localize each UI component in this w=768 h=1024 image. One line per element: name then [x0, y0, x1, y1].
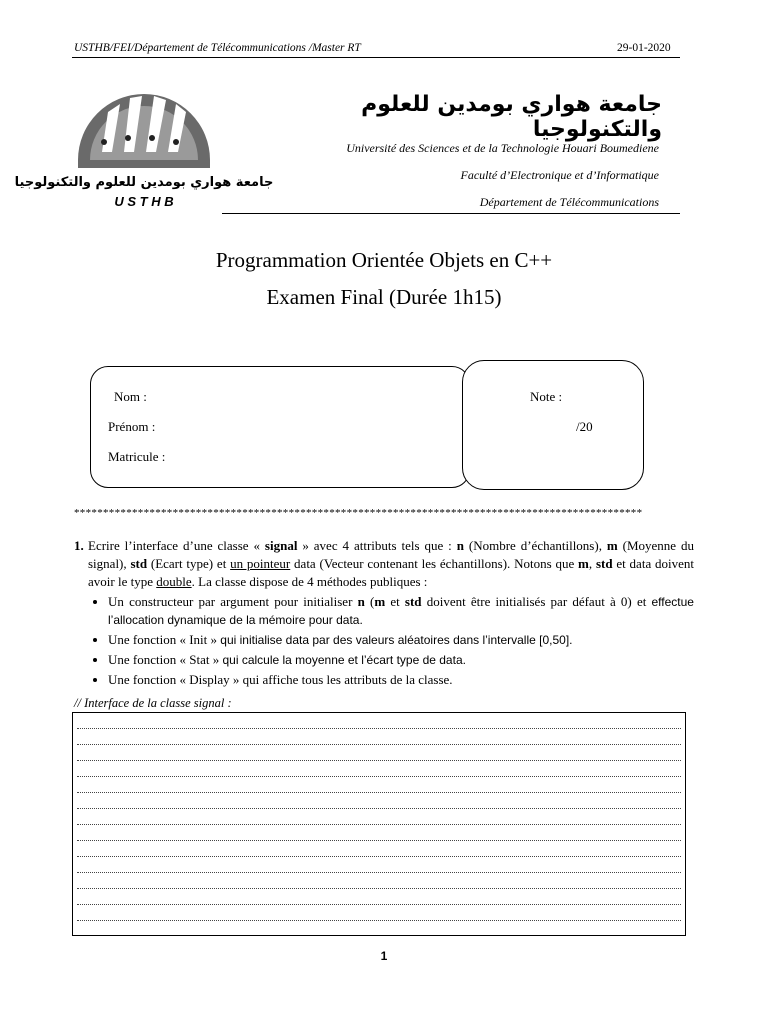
answer-line — [77, 887, 681, 889]
university-arabic-name: جامعة هواري بومدين للعلوم والتكنولوجيا — [361, 92, 662, 142]
usthb-logo — [14, 82, 274, 218]
answer-line — [77, 903, 681, 905]
exam-title: Programmation Orientée Objets en C++ — [215, 248, 553, 272]
page-number: 1 — [380, 949, 388, 963]
answer-line — [77, 759, 681, 761]
answer-line — [77, 919, 681, 921]
question-text: Ecrire l’interface d’une classe « signal » avec 4 attributs tels que : n (Nombre d’échantillons), m (Moyenne du signal), std (Ecart type) et un pointeur data (Vecteur contenant les échantillons). Notons que m, std et data doivent avoir le type double. La classe dispose de 4 méthodes publiques : — [88, 538, 695, 589]
nom-label: Nom : — [114, 389, 147, 404]
list-item: • Une fonction « Stat » qui calcule la moyenne et l’écart type de data. — [108, 651, 694, 669]
department-name: Département de Télécommunications — [479, 195, 659, 209]
answer-line — [77, 855, 681, 857]
list-item: • Un constructeur par argument pour initialiser n (m et std doivent être initialisés par défaut à 0) et effectue l’allocation dynamique de la mémoire pour data. — [108, 593, 694, 629]
star-separator: ************************************************************************************************** — [74, 507, 643, 519]
note-box — [462, 360, 644, 490]
header-date: 29-01-2020 — [617, 42, 671, 54]
matricule-label: Matricule : — [108, 449, 166, 464]
answer-line — [77, 791, 681, 793]
list-item: • Une fonction « Display » qui affiche tous les attributs de la classe. — [108, 671, 694, 689]
answer-line — [77, 775, 681, 777]
answer-line — [77, 823, 681, 825]
header-course-path: USTHB/FEI/Département de Télécommunications /Master RT — [74, 42, 361, 54]
note-label: Note : — [530, 389, 563, 404]
university-name: Université des Sciences et de la Technologie Houari Boumediene — [346, 141, 659, 155]
logo-latin-text: U S T H B — [114, 194, 174, 209]
interface-label: // Interface de la classe signal : — [74, 696, 232, 710]
answer-line — [77, 743, 681, 745]
faculty-name: Faculté d’Electronique et d’Informatique — [460, 168, 659, 182]
answer-box[interactable] — [72, 712, 686, 936]
answer-line — [77, 871, 681, 873]
answer-line — [77, 839, 681, 841]
list-item: • Une fonction « Init » qui initialise data par des valeurs aléatoires dans l’intervalle [0,50]. — [108, 631, 694, 649]
prenom-label: Prénom : — [108, 419, 156, 434]
note-scale: /20 — [576, 419, 593, 434]
question-number: 1. — [74, 538, 84, 553]
department-rule — [222, 213, 680, 214]
answer-line — [77, 727, 681, 729]
methods-list — [72, 593, 694, 689]
exam-subtitle: Examen Final (Durée 1h15) — [266, 285, 502, 309]
logo-arabic-text: جامعة هواري بومدين للعلوم والتكنولوجيا — [14, 175, 274, 190]
header-rule — [72, 57, 680, 58]
answer-line — [77, 807, 681, 809]
question-1 — [72, 537, 694, 691]
